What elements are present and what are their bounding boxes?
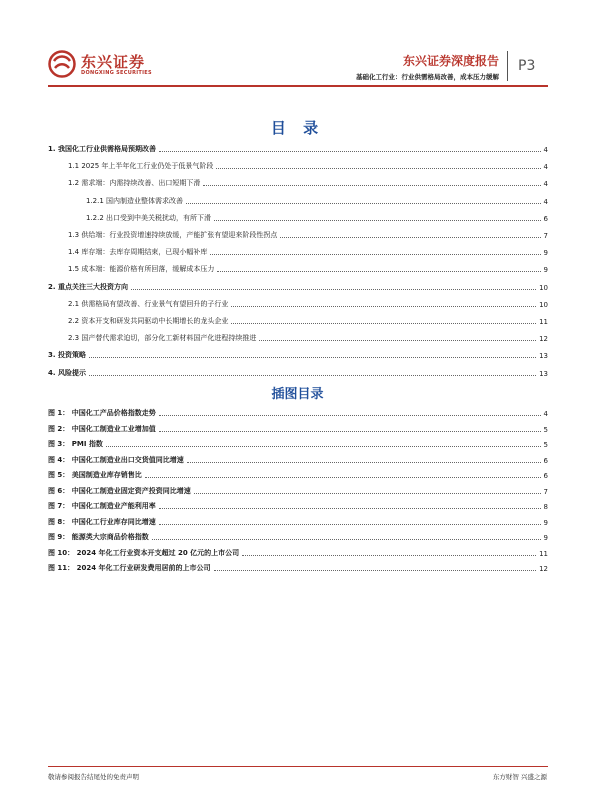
toc-entry-leader <box>259 340 536 341</box>
figure-entry-leader <box>159 524 541 525</box>
figure-entry-leader <box>214 570 537 571</box>
toc-entry[interactable] <box>48 347 548 360</box>
toc-entry-label: 1.2.1 国内制造业整体需求改善 <box>86 196 184 205</box>
toc-entry-label: 1.1 2025 年上半年化工行业仍处于低景气阶段 <box>68 162 214 171</box>
toc-entry-page: 7 <box>543 232 548 240</box>
toc-entry-page: 13 <box>539 352 548 361</box>
figure-entry[interactable] <box>48 436 548 449</box>
toc-entry-page: 4 <box>543 180 548 189</box>
report-subtitle: 基础化工行业：行业供需格局改善，成本压力缓解 <box>356 73 499 81</box>
figure-entry-leader <box>194 493 541 494</box>
figure-entry-label: 图 9： 能源类大宗商品价格指数 <box>48 533 149 541</box>
figure-entry-label: 图 6： 中国化工制造业固定资产投资同比增速 <box>48 486 191 495</box>
figure-entry-leader <box>145 477 541 478</box>
toc-entry-leader <box>231 323 536 324</box>
toc-entry-leader <box>280 237 540 238</box>
toc-entry[interactable] <box>68 296 548 309</box>
toc-entry-label: 2.1 供需格局有望改善、行业景气有望回升的子行业 <box>68 299 229 308</box>
toc-entry-leader <box>186 203 540 204</box>
figure-entry-page: 4 <box>543 410 548 418</box>
figure-entry[interactable] <box>48 483 548 496</box>
figure-entry-page: 5 <box>543 441 548 449</box>
toc-entry[interactable] <box>48 279 548 292</box>
toc-entry-leader <box>89 375 536 376</box>
figure-entry[interactable] <box>48 467 548 480</box>
figure-entry-label: 图 1： 中国化工产品价格指数走势 <box>48 409 156 417</box>
toc-entry-leader <box>217 271 540 272</box>
toc-entry[interactable] <box>68 313 548 326</box>
figure-entry-leader <box>152 539 541 540</box>
toc-entry-label: 2. 重点关注三大投资方向 <box>48 282 128 291</box>
toc-entry[interactable] <box>68 227 548 240</box>
toc-entry-label: 1. 我国化工行业供需格局预期改善 <box>48 145 156 153</box>
toc-entry-label: 1.2 需求端：内需持续改善、出口短期下滑 <box>68 179 201 188</box>
figure-entry[interactable] <box>48 452 548 465</box>
logo-brand-cn: 东兴证券 <box>81 53 146 71</box>
toc-entry-leader <box>89 357 536 358</box>
figure-entry-page: 12 <box>539 565 548 573</box>
toc-entry-label: 1.4 库存端：去库存周期结束，已现小幅补库 <box>68 248 208 257</box>
figure-entry-label: 图 3： PMI 指数 <box>48 440 103 448</box>
figure-entry-page: 11 <box>539 549 548 558</box>
figure-entry-page: 9 <box>543 534 548 542</box>
toc-entry-label: 3. 投资策略 <box>48 351 86 360</box>
figures-title: 插图目录 <box>271 387 324 402</box>
logo-mark-icon <box>48 50 76 78</box>
toc-entry-leader <box>231 306 536 307</box>
figure-entry-label: 图 5： 美国制造业库存销售比 <box>48 471 142 479</box>
figure-entry-leader <box>242 555 536 556</box>
figure-entry-label: 图 10： 2024 年化工行业资本开支超过 20 亿元的上市公司 <box>48 548 240 557</box>
toc-entry-page: 9 <box>543 266 548 275</box>
toc-entry-page: 9 <box>543 249 548 258</box>
figure-entry-leader <box>187 462 541 463</box>
toc-entry-page: 4 <box>543 163 548 172</box>
toc-entry-label: 1.5 成本端：能源价格有所回落，缓解成本压力 <box>68 265 215 274</box>
header-divider <box>507 51 508 81</box>
figure-entry-leader <box>159 415 541 416</box>
toc-entry-leader <box>210 254 540 255</box>
toc-entry-label: 2.3 国产替代需求迫切，部分化工新材料国产化进程持续推进 <box>68 334 257 343</box>
figure-entry-leader <box>159 508 541 509</box>
figure-entry[interactable] <box>48 405 548 418</box>
toc-entry-page: 13 <box>539 369 548 378</box>
toc-entry[interactable] <box>68 158 548 171</box>
toc-entry[interactable] <box>68 244 548 257</box>
footer-rule <box>48 766 548 767</box>
figure-entry[interactable] <box>48 514 548 527</box>
toc-entry-page: 10 <box>539 300 548 309</box>
toc-title: 目 录 <box>270 119 325 137</box>
figure-entry[interactable] <box>48 421 548 434</box>
figure-entry[interactable] <box>48 545 548 558</box>
report-title: 东兴证券深度报告 <box>402 54 499 68</box>
footer-disclaimer: 敬请参阅报告结尾处的免责声明 <box>48 773 139 781</box>
page-number: P3 <box>518 58 536 74</box>
figure-entry[interactable] <box>48 560 548 573</box>
figure-entry-page: 7 <box>543 487 548 496</box>
toc-entry-label: 1.2.2 出口受到中美关税扰动，有所下滑 <box>86 213 212 222</box>
figure-entry-label: 图 4： 中国化工制造业出口交货值同比增速 <box>48 455 184 464</box>
toc-entry-page: 11 <box>539 318 548 326</box>
figure-entry-leader <box>106 446 541 447</box>
toc-entry[interactable] <box>68 330 548 343</box>
figure-entry-page: 8 <box>543 503 548 511</box>
toc-entry-label: 2.2 资本开支和研发共同驱动中长期增长的龙头企业 <box>68 317 229 325</box>
toc-entry-leader <box>216 168 540 169</box>
footer-slogan: 东方财智 兴盛之源 <box>492 773 547 781</box>
figure-entry-label: 图 11： 2024 年化工行业研发费用居前的上市公司 <box>48 564 211 572</box>
toc-entry[interactable] <box>86 210 548 223</box>
toc-entry-page: 6 <box>543 214 548 223</box>
figure-entry-page: 5 <box>543 425 548 434</box>
figure-entry[interactable] <box>48 498 548 511</box>
figure-entry-leader <box>159 431 541 432</box>
toc-entry[interactable] <box>48 141 548 154</box>
figure-entry-label: 图 8： 中国化工行业库存同比增速 <box>48 517 156 526</box>
toc-entry-page: 4 <box>543 197 548 206</box>
figure-entry-page: 9 <box>543 518 548 527</box>
figure-entry-label: 图 2： 中国化工制造业工业增加值 <box>48 424 156 433</box>
toc-entry-page: 4 <box>543 146 548 154</box>
figure-entry-page: 6 <box>543 456 548 465</box>
toc-entry[interactable] <box>68 261 548 274</box>
toc-entry-page: 10 <box>539 283 548 292</box>
toc-entry-label: 1.3 供给端：行业投资增速持续放缓，产能扩张有望迎来阶段性拐点 <box>68 231 278 239</box>
logo-brand-en: DONGXING SECURITIES <box>81 70 152 76</box>
toc-entry[interactable] <box>68 175 548 188</box>
toc-entry[interactable] <box>86 193 548 206</box>
figure-entry[interactable] <box>48 529 548 542</box>
figure-entry-page: 6 <box>543 472 548 480</box>
toc-entry-leader <box>131 289 536 290</box>
toc-entry-leader <box>203 185 540 186</box>
figure-entry-label: 图 7： 中国化工制造业产能利用率 <box>48 502 156 510</box>
toc-entry-leader <box>159 151 541 152</box>
toc-entry-label: 4. 风险提示 <box>48 368 86 377</box>
toc-entry-leader <box>214 220 540 221</box>
toc-entry-page: 12 <box>539 335 548 344</box>
company-logo <box>48 50 183 80</box>
header-rule <box>48 85 548 87</box>
toc-entry[interactable] <box>48 365 548 378</box>
